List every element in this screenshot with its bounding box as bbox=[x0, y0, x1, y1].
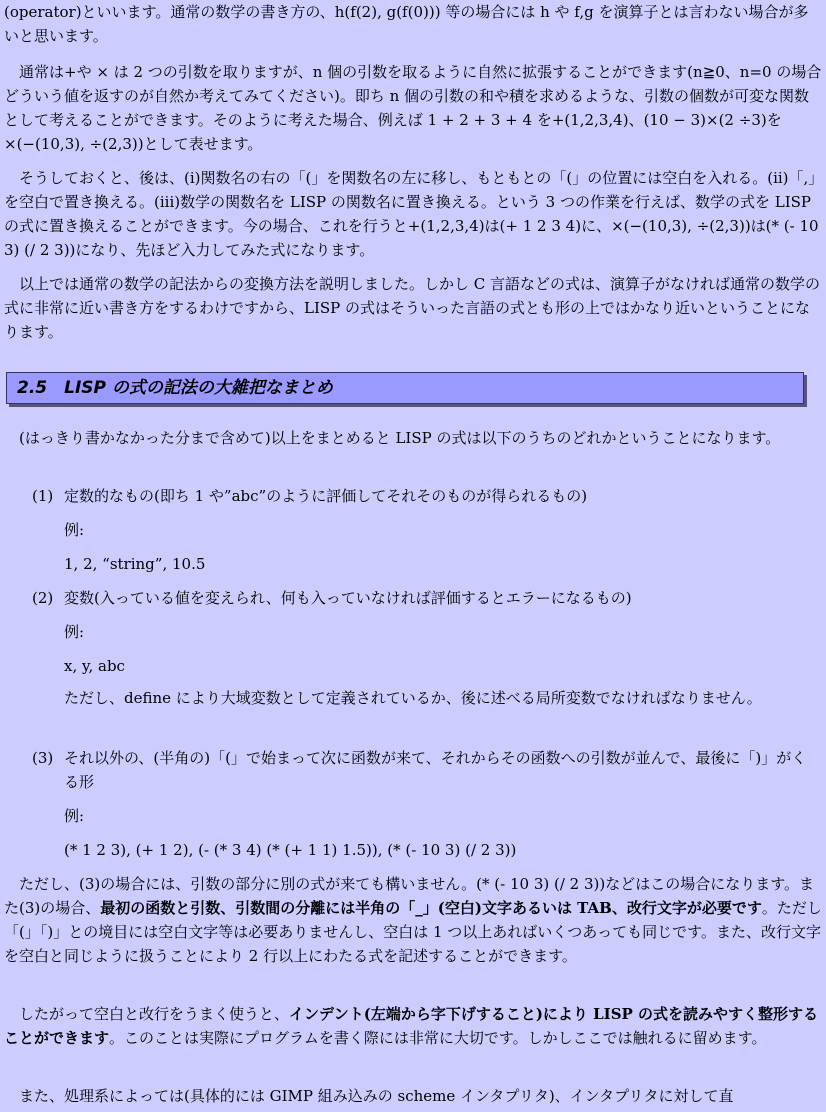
paragraph-interpreter: また、処理系によっては(具体的には GIMP 組み込みの scheme インタプリタ)、インタプリタに対して直 bbox=[4, 1087, 734, 1105]
text-run: 。ただし「(」「)」との境目には空白文字等は必要ありませんし、空白は 1 つ以上あればいくつあっても同じです。また、改行文字を空白と同じように扱うことにより 2 行以上にわたる式を記述することができます。 bbox=[4, 899, 822, 965]
paragraph-operator: (operator)といいます。通常の数学の書き方の、h(f(2), g(f(0))) 等の場合には h や f,g を演算子とは言わない場合が多いと思います。 bbox=[4, 3, 809, 45]
section-heading: 2.5 LISP の式の記法の大雑把なまとめ bbox=[17, 378, 333, 398]
bold-text-run: 最初の函数と引数、引数間の分離には半角の「_」(空白)文字あるいは TAB、改行文字が必要です bbox=[100, 899, 762, 917]
list-item-number: (1) bbox=[32, 487, 54, 505]
example-code: 1, 2, “string”, 10.5 bbox=[64, 555, 206, 573]
summary-intro: (はっきり書かなかった分まで含めて)以上をまとめると LISP の式は以下のうちのどれかということになります。 bbox=[4, 429, 781, 447]
text-run: したがって空白と改行をうまく使うと、 bbox=[4, 1005, 290, 1023]
example-label: 例: bbox=[64, 521, 85, 539]
section-heading-bar bbox=[6, 372, 804, 404]
list-item-number: (2) bbox=[32, 589, 54, 607]
paragraph-nested-args bbox=[4, 872, 822, 968]
list-item-text: それ以外の、(半角の)「(」で始まって次に函数が来て、それからその函数への引数が並んで、最後に「)」がくる形 bbox=[64, 749, 807, 791]
bold-text-run: インデント(左端から字下げすること)により LISP の式を読みやすく整形することができます bbox=[4, 1005, 819, 1047]
paragraph-indent bbox=[4, 1002, 822, 1050]
example-label: 例: bbox=[64, 807, 85, 825]
list-item-text: 変数(入っている値を変えられ、何も入っていなければ評価するとエラーになるもの) bbox=[64, 589, 632, 607]
list-item-text: 定数的なもの(即ち 1 や”abc”のように評価してそれそのものが得られるもの) bbox=[64, 487, 588, 505]
text-run: ただし、(3)の場合には、引数の部分に別の式が来ても構いません。(* (- 10 3) (/ 2 3))などはこの場合になります。また(3)の場合、 bbox=[4, 875, 815, 917]
example-code: x, y, abc bbox=[64, 657, 125, 675]
text-run: 。このことは実際にプログラムを書く際には非常に大切です。しかしここでは触れるに留めます。 bbox=[109, 1029, 767, 1047]
list-item-note: ただし、define により大域変数として定義されているか、後に述べる局所変数でなければなりません。 bbox=[64, 689, 762, 707]
example-code: (* 1 2 3), (+ 1 2), (- (* 3 4) (* (+ 1 1) 1.5)), (* (- 10 3) (/ 2 3)) bbox=[64, 841, 517, 859]
paragraph-c-language: 以上では通常の数学の記法からの変換方法を説明しました。しかし C 言語などの式は、演算子がなければ通常の数学の式に非常に近い書き方をするわけですから、LISP の式はそういった言語の式とも形の上ではかなり近いということになります。 bbox=[4, 275, 821, 341]
list-item-number: (3) bbox=[32, 749, 54, 767]
example-label: 例: bbox=[64, 623, 85, 641]
paragraph-conversion: そうしておくと、後は、(i)関数名の右の「(」を関数名の左に移し、もともとの「(」の位置には空白を入れる。(ii)「,」を空白で置き換える。(iii)数学の関数名を LISP の関数名に置き換える。という 3 つの作業を行えば、数学の式を LISP の式に置き換えることができます。今の場合、これを行うと+(1,2,3,4)は(+ 1 2 3 4)に、×(−(10,3), ÷(2,3))は(* (- 10 3) (/ 2 3))になり、先ほど入力してみた式になります。 bbox=[4, 169, 819, 259]
paragraph-n-args: 通常は+や × は 2 つの引数を取りますが、n 個の引数を取るように自然に拡張することができます(n≧0、n=0 の場合どういう値を返すのが自然か考えてみてください)。即ち n 個の引数の和や積を求めるような、引数の個数が可変な関数として考えることができます。そのように考えた場合、例えば 1 + 2 + 3 + 4 を+(1,2,3,4)、(10 − 3)×(2 ÷3)を×(−(10,3), ÷(2,3))として表せます。 bbox=[4, 63, 822, 153]
